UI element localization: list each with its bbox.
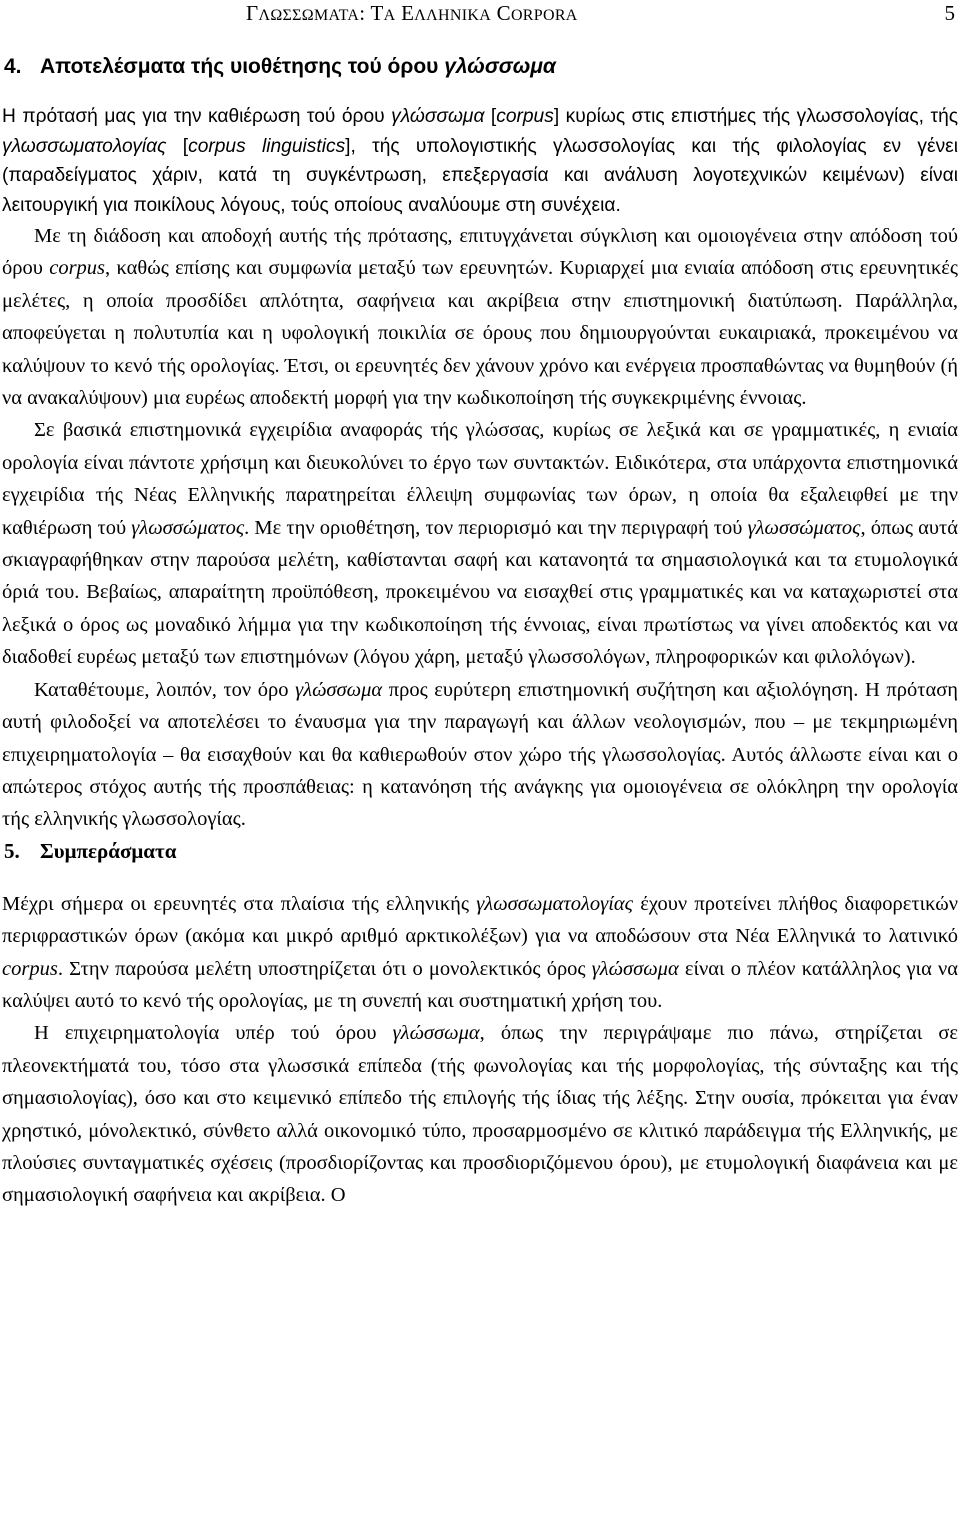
- text-run: , όπως την περιγράψαμε πιο πάνω, στηρίζεται σε πλεονεκτήματά του, τόσο στα γλωσσικά επίπεδα (τής φωνολογίας και τής μορφολογίας, τής σύνταξης και τής σημασιολογίας), όσο και στο κειμενικό επίπεδο τής επιλογής τής ίδιας τής λέξης. Στην ουσία, πρόκειται για έναν χρηστικό, μόνολεκτικό, σύνθετο αλλά οικονομικό τύπο, προσαρμοσμένο σε κλιτικό παράδειγμα τής Ελληνικής, με πλούσιες συνταγματικές σχέσεις (προσδιορίζοντας και προσδιοριζόμενου όρου), με ετυμολογική διαφάνεια και με σημασιολογική σαφήνεια και ακρίβεια. Ο: [2, 1022, 958, 1207]
- running-title-part: ORPORA: [510, 7, 578, 24]
- text-run: , καθώς επίσης και συμφωνία μεταξύ των ερευνητών. Κυριαρχεί μια ενιαία απόδοση στις ερευνητικές μελέτες, η οποία προσδίδει απλότητα, σαφήνεια και ακρίβεια στην επιστημονική διατύπωση. Παράλληλα, αποφεύγεται η πολυτυπία και η υφολογική ποικιλία σε όρους που δημιουργούνται ευκαιριακά, προκειμένου να καλύψουν το κενό τής ορολογίας. Έτσι, οι ερευνητές δεν χάνουν χρόνο και ενέργεια προσπαθώντας να θυμηθούν (ή να ανακαλύψουν) μια ευρέως αποδεκτή μορφή για την κωδικοποίηση τής συγκεκριμένης έννοιας.: [2, 257, 958, 410]
- italic-term: corpus linguistics: [188, 135, 346, 157]
- italic-term: corpus: [49, 257, 106, 280]
- italic-term: γλώσσωμα: [591, 957, 679, 980]
- text-run: . Στην παρούσα μελέτη υποστηρίζεται ότι ο μονολεκτικός όρος: [57, 957, 592, 980]
- italic-term: γλωσσωματολογίας: [2, 135, 167, 157]
- italic-term: γλωσσωματολογίας: [476, 892, 633, 915]
- italic-term: γλωσσώματος: [747, 516, 861, 539]
- running-title-part: C: [491, 1, 511, 25]
- paragraph: [2, 220, 958, 414]
- running-title: [246, 0, 578, 29]
- section-heading-4: [2, 52, 958, 82]
- text-run: Με τη διάδοση και αποδοχή αυτής τής πρότασης, επιτυγχάνεται σύγκλιση και ομοιογένεια στην απόδοση τού όρου: [2, 225, 958, 280]
- section-number: 4.: [4, 55, 22, 78]
- running-header: [246, 0, 960, 28]
- text-run: έχουν προτείνει πλήθος διαφορετικών περιφραστικών όρων (ακόμα και μικρό αριθμό αρκτικολέξων) για να αποδώσουν στα Νέα Ελληνικά το λατινικό: [2, 892, 958, 948]
- text-run: Η επιχειρηματολογία υπέρ τού όρου: [34, 1022, 393, 1045]
- paragraph: [2, 1017, 958, 1211]
- paragraph: [2, 674, 958, 836]
- text-run: ], τής υπολογιστικής γλωσσολογίας και τής φιλολογίας εν γένει (παραδείγματος χάριν, κατά τη συγκέντρωση, επεξεργασία και ανάλυση λογοτεχνικών κειμένων) είναι λειτουργική για ποικίλους λόγους, τούς οποίους αναλύουμε στη συνέχεια.: [2, 135, 958, 216]
- running-title-part: Γ: [246, 1, 259, 25]
- running-title-part: : Τ: [359, 1, 384, 25]
- text-run: ] κυρίως στις επιστήμες τής γλωσσολογίας, τής: [553, 106, 958, 127]
- paragraph: [2, 414, 958, 673]
- section-4-body: [2, 102, 958, 836]
- text-run: Η πρότασή μας για την καθιέρωση τού όρου: [2, 106, 392, 127]
- text-run: , όπως αυτά σκιαγραφήθηκαν στην παρούσα μελέτη, καθίστανται σαφή και κατανοητά τα σημασιολογικά και τα ετυμολογικά όριά του. Βεβαίως, απαραίτητη προϋπόθεση, προκειμένου να εισαχθεί στις γραμματικές και να καταχωριστεί στα λεξικά ο όρος ως μοναδικό λήμμα για την κωδικοποίηση τής έννοιας, είναι πρωτίστως να γίνει αποδεκτός και να διαδοθεί ευρέως μεταξύ των επιστημόνων (λόγου χάρη, μεταξύ γλωσσολόγων, πληροφορικών και φιλολόγων).: [2, 516, 958, 669]
- running-title-part: ΛΛΗΝΙΚΑ: [414, 7, 492, 24]
- italic-term: γλώσσωμα: [295, 678, 383, 701]
- section-5-body: [2, 888, 958, 1212]
- section-title: [40, 55, 556, 78]
- text-run: [: [484, 106, 497, 127]
- paragraph: [2, 102, 958, 220]
- text-run: Μέχρι σήμερα οι ερευνητές στα πλαίσια τής ελληνικής: [2, 892, 477, 915]
- running-title-part: Α: [383, 7, 396, 24]
- page-content: [2, 52, 958, 1212]
- section-heading-5: [2, 836, 958, 866]
- text-run: προς ευρύτερη επιστημονική συζήτηση και αξιολόγηση. Η πρόταση αυτή φιλοδοξεί να αποτελέσει το έναυσμα για την παραγωγή και άλλων νεολογισμών, που – με τεκμηριωμένη επιχειρηματολογία – θα εισαχθούν και θα καθιερωθούν στον χώρο τής γλωσσολογίας. Αυτός άλλωστε είναι και ο απώτερος στόχος αυτής τής προσπάθειας: η κατανόηση τής ανάγκης για ομοιογένεια σε ολόκληρη την ορολογία τής ελληνικής γλωσσολογίας.: [2, 678, 958, 831]
- italic-term: γλώσσωμα: [391, 106, 485, 127]
- page-number: 5: [944, 1, 955, 25]
- paragraph: [2, 888, 958, 1018]
- text-run: Σε βασικά επιστημονικά εγχειρίδια αναφοράς τής γλώσσας, κυρίως σε λεξικά και σε γραμματικές, η ενιαία ορολογία είναι πάντοτε χρήσιμη και διευκολύνει το έργο των συντακτών. Ειδικότερα, στα υπάρχοντα επιστημονικά εγχειρίδια τής Νέας Ελληνικής παρατηρείται έλλειψη συμφωνίας των όρων, η οποία θα εξαλειφθεί με την καθιέρωση τού: [2, 419, 958, 539]
- section-number: 5.: [4, 838, 20, 863]
- text-run: [: [166, 135, 189, 157]
- italic-term: γλώσσωμα: [392, 1022, 480, 1045]
- text-run: Καταθέτουμε, λοιπόν, τον όρο: [34, 678, 296, 701]
- section-title: Συμπεράσματα: [40, 838, 177, 863]
- running-title-part: ΛΩΣΣΩΜΑΤΑ: [258, 7, 360, 24]
- text-run: . Με την οριοθέτηση, τον περιορισμό και την περιγραφή τού: [244, 516, 748, 539]
- text-run: Αποτελέσματα τής υιοθέτησης τού όρου: [40, 55, 445, 78]
- italic-term: corpus: [2, 957, 58, 980]
- italic-term: γλωσσώματος: [131, 516, 245, 539]
- italic-term: γλώσσωμα: [444, 55, 556, 78]
- running-title-part: Ε: [395, 1, 415, 25]
- italic-term: corpus: [496, 106, 554, 127]
- text-run: είναι ο πλέον κατάλληλος για να καλύψει αυτό το κενό τής ορολογίας, με τη συνεπή και συστηματική χρήση του.: [2, 957, 958, 1012]
